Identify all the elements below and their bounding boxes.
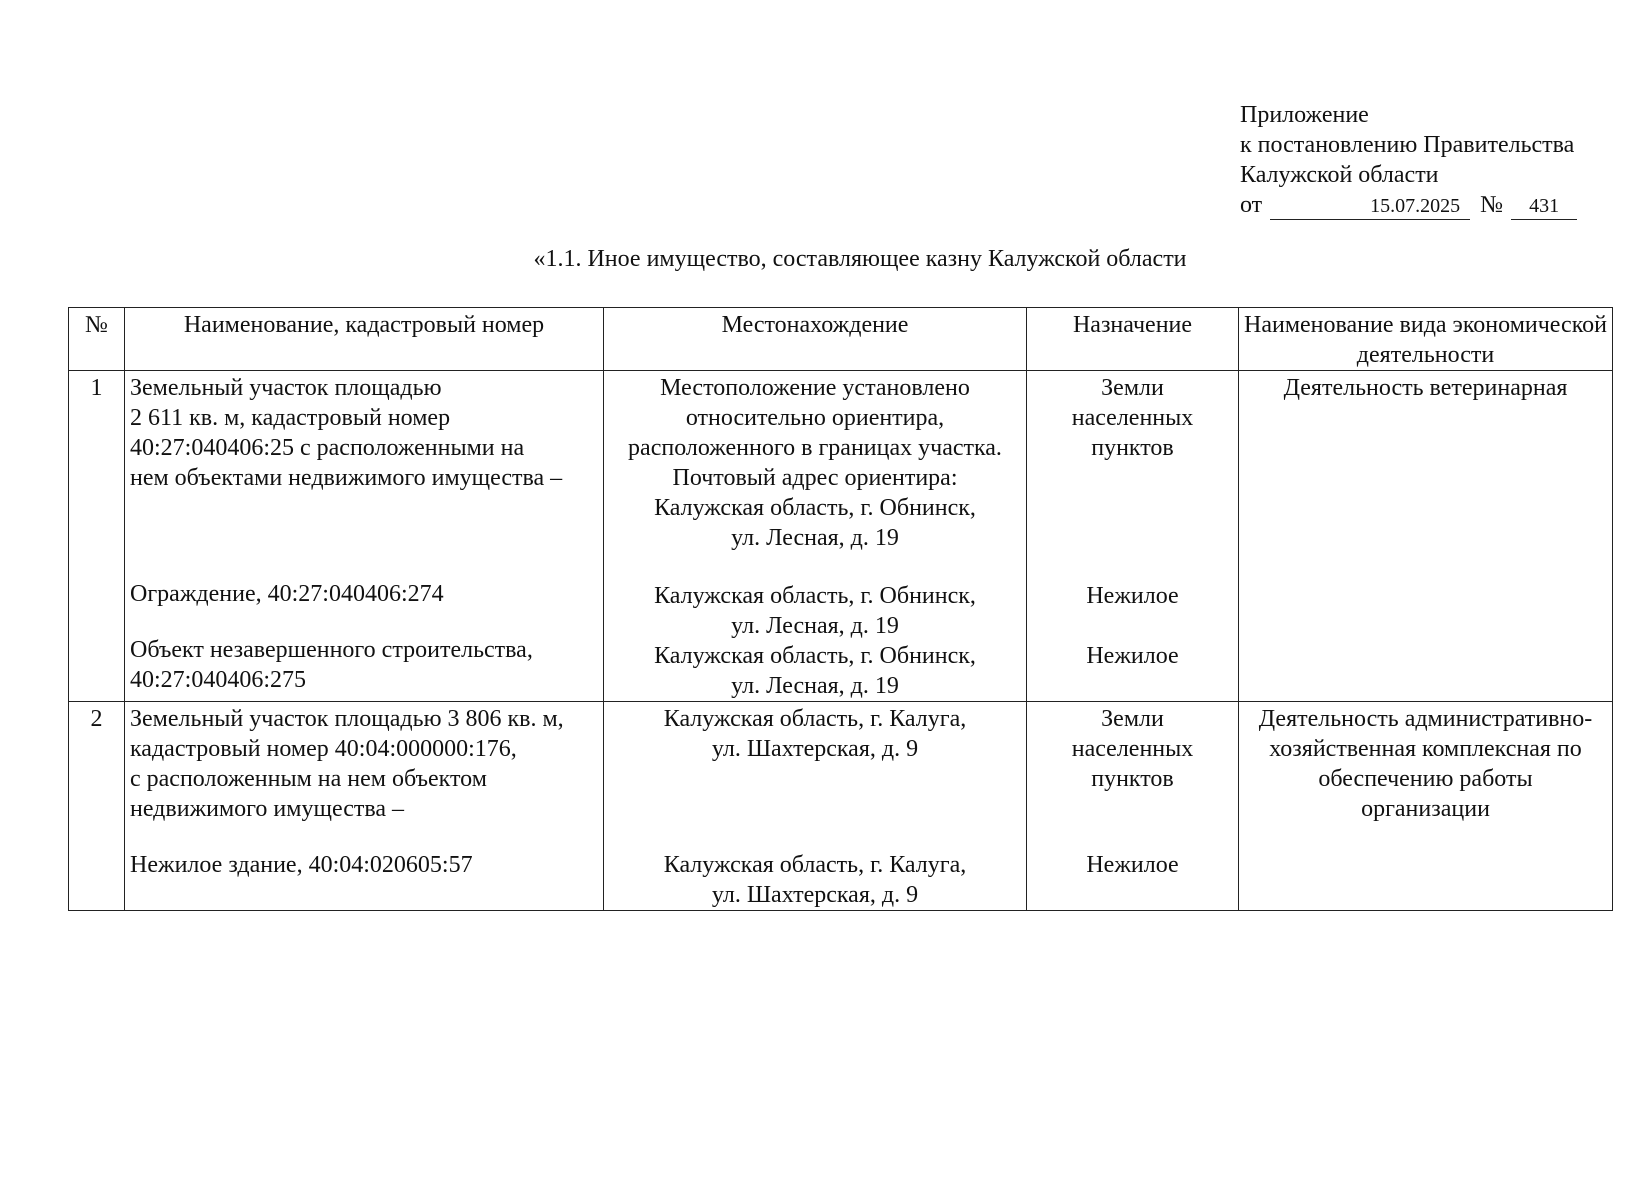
appendix-line-1: Приложение bbox=[1240, 102, 1369, 128]
name-cell bbox=[125, 702, 604, 911]
location-cell bbox=[604, 702, 1027, 911]
row-number: 1 bbox=[69, 371, 125, 702]
item-purpose: Нежилое bbox=[1086, 643, 1179, 669]
activity-text: Деятельность административно- хозяйственная комплексная по обеспечению работы организации bbox=[1258, 706, 1593, 822]
location-cell bbox=[604, 371, 1027, 702]
item-purpose: Нежилое bbox=[1086, 852, 1179, 878]
item-purpose: Нежилое bbox=[1086, 583, 1179, 609]
header-name: Наименование, кадастровый номер bbox=[125, 308, 604, 371]
item-name: Нежилое здание, 40:04:020605:57 bbox=[130, 852, 473, 878]
item-location: Калужская область, г. Калуга, ул. Шахтерская, д. 9 bbox=[663, 852, 967, 908]
header-purpose: Назначение bbox=[1027, 308, 1239, 371]
item-location: Калужская область, г. Обнинск, ул. Лесная, д. 19 bbox=[654, 643, 976, 699]
name-cell bbox=[125, 371, 604, 702]
item-location: Калужская область, г. Калуга, ул. Шахтерская, д. 9 bbox=[663, 706, 967, 762]
section-title: «1.1. Иное имущество, составляющее казну Калужской области bbox=[533, 246, 1187, 272]
appendix-date-line bbox=[1240, 190, 1620, 220]
table-row bbox=[69, 371, 1613, 702]
header-num: № bbox=[69, 308, 125, 371]
purpose-cell bbox=[1027, 371, 1239, 702]
item-location: Местоположение установлено относительно ориентира, расположенного в границах участка. Почтовый адрес ориентира: Калужская область, г. Обнинск, ул. Лесная, д. 19 bbox=[628, 375, 1002, 551]
resolution-date: 15.07.2025 bbox=[1270, 193, 1470, 220]
from-label: от bbox=[1240, 192, 1263, 218]
item-purpose: Земли населенных пунктов bbox=[1071, 375, 1194, 461]
row-number: 2 bbox=[69, 702, 125, 911]
item-name: Земельный участок площадью 2 611 кв. м, кадастровый номер 40:27:040406:25 с расположенными на нем объектами недвижимого имущества – bbox=[130, 375, 563, 491]
appendix-line-2: к постановлению Правительства bbox=[1240, 132, 1575, 158]
header-activity: Наименование вида экономической деятельности bbox=[1239, 308, 1613, 371]
appendix-header bbox=[1240, 100, 1620, 220]
item-location: Калужская область, г. Обнинск, ул. Лесная, д. 19 bbox=[654, 583, 976, 639]
table-header-row bbox=[69, 308, 1613, 371]
resolution-number: 431 bbox=[1511, 193, 1577, 220]
activity-cell bbox=[1239, 371, 1613, 702]
header-location: Местонахождение bbox=[604, 308, 1027, 371]
activity-text: Деятельность ветеринарная bbox=[1283, 375, 1568, 401]
table-row bbox=[69, 702, 1613, 911]
activity-cell bbox=[1239, 702, 1613, 911]
item-name: Земельный участок площадью 3 806 кв. м, кадастровый номер 40:04:000000:176, с расположенным на нем объектом недвижимого имущества – bbox=[130, 706, 564, 822]
purpose-cell bbox=[1027, 702, 1239, 911]
appendix-line-3: Калужской области bbox=[1240, 162, 1439, 188]
number-label: № bbox=[1480, 192, 1504, 218]
item-purpose: Земли населенных пунктов bbox=[1071, 706, 1194, 792]
property-table bbox=[68, 307, 1613, 911]
item-name: Объект незавершенного строительства, 40:27:040406:275 bbox=[130, 637, 533, 693]
item-name: Ограждение, 40:27:040406:274 bbox=[130, 581, 444, 607]
